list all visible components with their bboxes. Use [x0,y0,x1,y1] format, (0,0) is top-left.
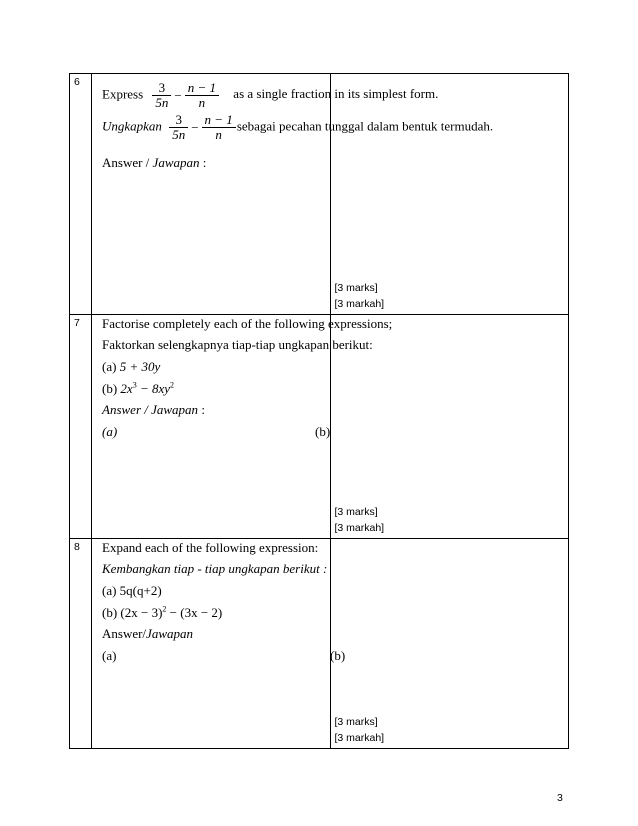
fraction-numerator: n − 1 [185,81,219,96]
answer-label-malay: / Jawapan [141,402,199,417]
question-table [69,73,569,749]
question-row-8 [70,539,569,749]
exponent: 3 [132,380,137,390]
q7-part-a [102,360,160,374]
q8-english: Expand each of the following expression: [102,540,319,555]
exponent: 2 [170,380,175,390]
part-a-expression: 5 + 30y [119,359,161,374]
marks-block [335,504,385,536]
question-number-cell [70,539,92,749]
marks-cell [330,74,569,315]
q8-answer-col-a: (a) [102,648,117,663]
q7-malay: Faktorkan selengkapnya tiap-tiap ungkapan berikut: [102,337,373,352]
marks-label: [3 marks] [334,506,378,518]
q7-answer-label [102,403,205,417]
q6-malay-tail: sebagai pecahan tunggal dalam bentuk termudah. [236,118,494,134]
marks-label: [3 marks] [334,282,378,294]
question-number-cell [70,315,92,539]
part-label: (a) [102,359,120,374]
minus-sign: − [174,87,182,103]
fraction-numerator: 3 [169,113,188,128]
answer-label: Answer [102,402,141,417]
markah-label: [3 markah] [334,732,385,744]
question-number: 6 [74,76,80,88]
part-label: (b) [102,605,121,620]
question-number-cell [70,74,92,315]
exponent: 2 [162,604,167,614]
fraction-numerator: 3 [152,81,171,96]
minus-sign: − [191,119,199,135]
q7-part-b [102,382,174,396]
q6-english-tail: as a single fraction in its simplest form. [233,86,439,102]
question-body [92,539,346,749]
part-b-term: − (3x − 2) [166,605,223,620]
question-row-6 [70,74,569,315]
q7-answer-col-b: (b) [315,424,331,439]
markah-label: [3 markah] [334,298,385,310]
answer-colon: : [199,155,207,170]
answer-label-malay: Jawapan [152,155,200,170]
part-b-term: 2x [120,381,133,396]
answer-label: Answer/ [102,626,147,641]
q8-malay: Kembangkan tiap - tiap ungkapan berikut : [102,561,328,576]
q6-answer-label [102,156,206,170]
q8-answer-col-b: (b) [330,648,346,663]
marks-cell [330,315,569,539]
fraction-n-minus-1-over-n [202,113,236,142]
page-number: 3 [557,792,563,804]
malay-word: Ungkapkan [102,118,162,134]
fraction-denominator: 5n [155,95,169,110]
express-word: Express [102,86,144,102]
question-number: 8 [74,541,80,553]
fraction-3-over-5n [169,113,188,142]
marks-cell [330,539,569,749]
question-number: 7 [74,317,80,329]
q7-english: Factorise completely each of the following expressions; [102,316,393,331]
answer-label-malay: Jawapan [146,626,193,641]
fraction-denominator: n [215,127,222,142]
marks-block [335,280,385,312]
part-b-term: (2x − 3) [120,605,163,620]
question-row-7 [70,315,569,539]
q8-answer-label [102,627,193,641]
part-b-term: − 8xy [136,381,171,396]
fraction-denominator: n [198,95,206,110]
fraction-numerator: n − 1 [202,113,236,128]
q8-part-b [102,606,222,620]
fraction-denominator: 5n [172,127,186,142]
part-label: (b) [102,381,121,396]
fraction-3-over-5n [152,81,171,110]
fraction-n-minus-1-over-n [185,81,219,110]
marks-block [335,714,385,746]
markah-label: [3 markah] [334,522,385,534]
q8-part-a: (a) 5q(q+2) [102,583,162,598]
q7-answer-col-a: (a) [102,424,118,439]
answer-label: Answer / [102,155,153,170]
answer-colon: : [198,402,205,417]
marks-label: [3 marks] [334,716,378,728]
